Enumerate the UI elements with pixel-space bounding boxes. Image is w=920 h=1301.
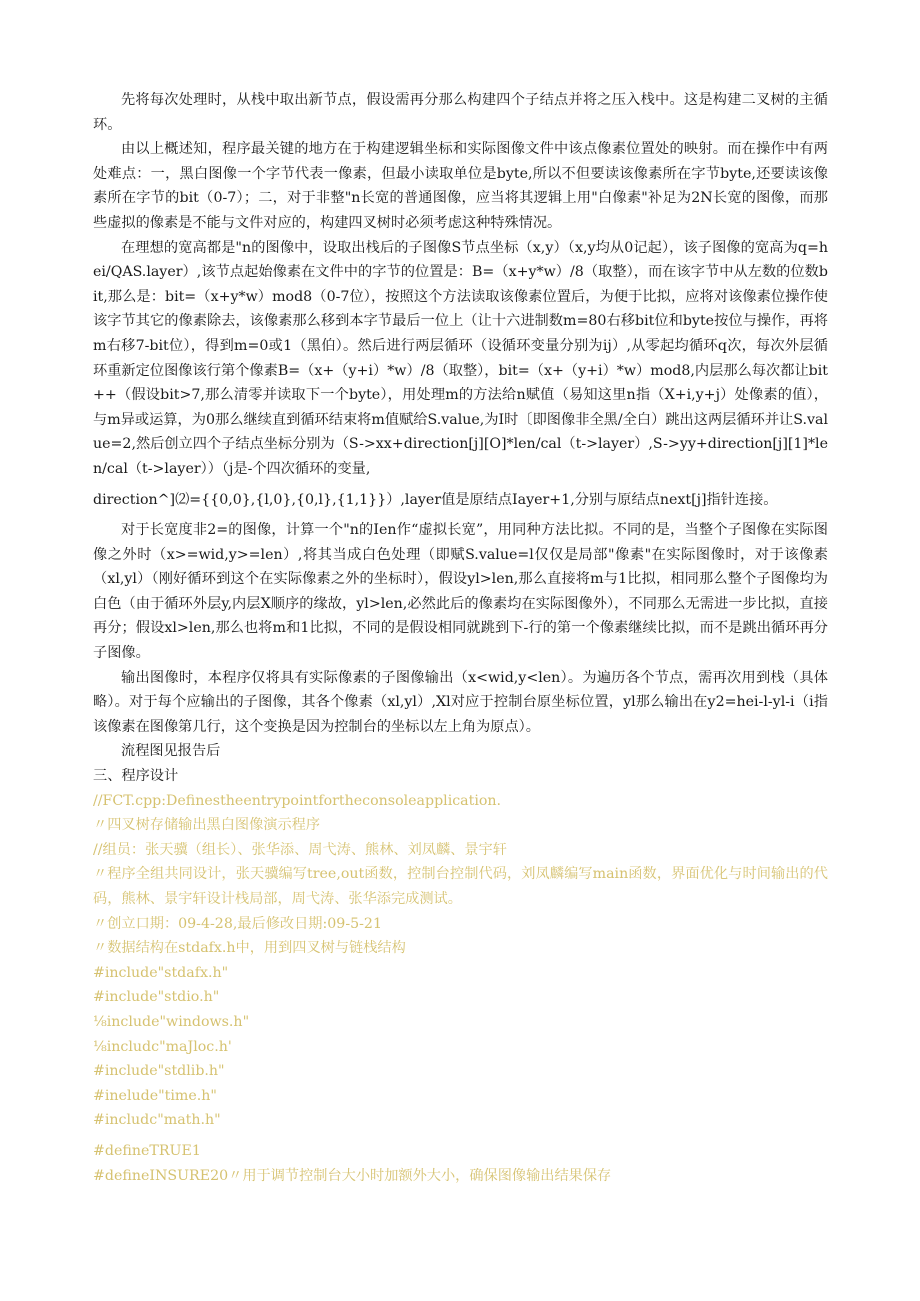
code-line-2: 〃四叉树存储输出黑白图像演示程序 [93, 817, 321, 834]
code-line-11: #include"stdlib.h" [93, 1063, 225, 1080]
code-line-5: 〃创立口期：09-4-28,最后修改日期:09-5-21 [93, 915, 382, 932]
code-line-15: #defineINSURE20〃用于调节控制台大小时加额外大小，确保图像输出结果保存 [93, 1167, 612, 1184]
section-heading-program-design: 三、程序设计 [93, 768, 179, 785]
paragraph-main-loop: 先将每次处理时，从栈中取出新节点，假设需再分那么构建四个子结点并将之压入栈中。这是构建二叉树的主循环。 [93, 92, 828, 133]
paragraph-difficulties: 由以上概述知，程序最关键的地方在于构建逻辑坐标和实际图像文件中该点像素位置处的映射。而在操作中有两处难点：一，黑白图像一个字节代表一像素，但最小读取单位是byte,所以不但要读该像素所在字节byte,还要读该像素所在字节的bit（0-7）；二，对于非整"n长宽的普通图像，应当将其逻辑上用"白像素"补足为2N长宽的图像，而那些虚拟的像素是不能与文件对应的，构建四叉树时必须考虑这种特殊情况。 [93, 141, 828, 231]
paragraph-direction-array: direction^]⑵={{0,0},{l,0},{0,l},{1,1}}）,layer值是原结点Iayer+1,分别与原结点next[j]指针连接。 [93, 491, 778, 508]
document-body [93, 88, 828, 1188]
code-line-9: ⅛include"windows.h" [93, 1013, 250, 1030]
code-line-13: #includc"math.h" [93, 1112, 221, 1129]
paragraph-non-power-size: 对于长宽度非2=的图像，计算一个"n的Ien作“虚拟长宽”，用同种方法比拟。不同的是，当整个子图像在实际图像之外时（x>=wid,y>=len）,将其当成白色处理（即赋S.value=l仅仅是局部"像素"在实际图像时，对于该像素（xl,yl）（刚好循环到这个在实际像素之外的坐标时），假设yl>len,那么直接将m与1比拟，相同那么整个子图像均为白色（由于循环外层y,内层X顺序的缘故，yl>len,必然此后的像素均在实际图像外），不同那么无需进一步比拟，直接再分；假设xl>len,那么也将m和1比拟，不同的是假设相同就跳到下-行的第一个像素继续比拟，而不是跳出循环再分子图像。 [93, 522, 828, 662]
paragraph-output: 输出图像时，本程序仅将具有实际像素的子图像输出（x<wid,y<len）。为遍历各个节点，需再次用到栈（具体略）。对于每个应输出的子图像，其各个像素（xl,yl）,Xl对应于控制台原坐标位置，yl那么输出在y2=hei-l-yl-i（i指该像素在图像第几行，这个变换是因为控制台的坐标以左上角为原点）。 [93, 669, 828, 735]
paragraph-flowchart-note: 流程图见报告后 [121, 743, 221, 760]
code-line-8: #include"stdio.h" [93, 989, 220, 1006]
code-line-1: //FCT.cpp:Definestheentrypointfortheconsoleapplication. [93, 792, 502, 809]
code-line-10: ⅛includc"maJloc.h' [93, 1038, 232, 1055]
code-line-3: //组员：张天骥（组长）、张华添、周弋涛、熊林、刘凤麟、景宇轩 [93, 841, 507, 858]
paragraph-coordinate-mapping: 在理想的宽高都是"n的图像中，设取出栈后的子图像S节点坐标（x,y）（x,y均从0记起），该子图像的宽高为q=hei/QAS.layer）,该节点起始像素在文件中的字节的位置是：B=（x+y*w）/8（取整），而在该字节中从左数的位数bit,那么是：bit=（x+y*w）mod8（0-7位），按照这个方法读取该像素位置后，为便于比拟，应将对该像素位操作使该字节其它的像素除去，该像素那么移到本字节最后一位上（让十六进制数m=80右移bit位和byte按位与操作，再将m右移7-bit位），得到m=0或1（黑伯）。然后进行两层循环（设循环变量分别为ij）,从零起均循环q次，每次外层循环重新定位图像该行第个像素B=（x+（y+i）*w）/8（取整），bit=（x+（y+i）*w）mod8,内层那么每次都让bit++（假设bit>7,那么清零并读取下一个byte），用处理m的方法给n赋值（易知这里n指（X+i,y+j）处像素的值），与m异或运算，为0那么继续直到循环结束将m值赋给S.value,为I时〔即图像非全黑/全白）跳出这两层循环并让S.value=2,然后创立四个子结点坐标分别为（S->xx+direction[j][O]*len/cal（t->layer）,S->yy+direction[j][1]*len/cal（t->layer））（j是-个四次循环的变量, [93, 239, 828, 477]
code-line-4: 〃程序全组共同设计，张天骥编写tree,out函数，控制台控制代码，刘凤麟编写main函数，界面优化与时间输出的代码，熊林、景宇轩设计栈局部，周弋涛、张华添完成测试。 [93, 866, 828, 907]
code-line-14: #defineTRUE1 [93, 1142, 201, 1159]
code-line-12: #inelude"time.h" [93, 1087, 217, 1104]
code-line-6: 〃数据结构在stdafx.h中，用到四叉树与链栈结构 [93, 940, 406, 957]
code-line-7: #include"stdafx.h" [93, 964, 229, 981]
